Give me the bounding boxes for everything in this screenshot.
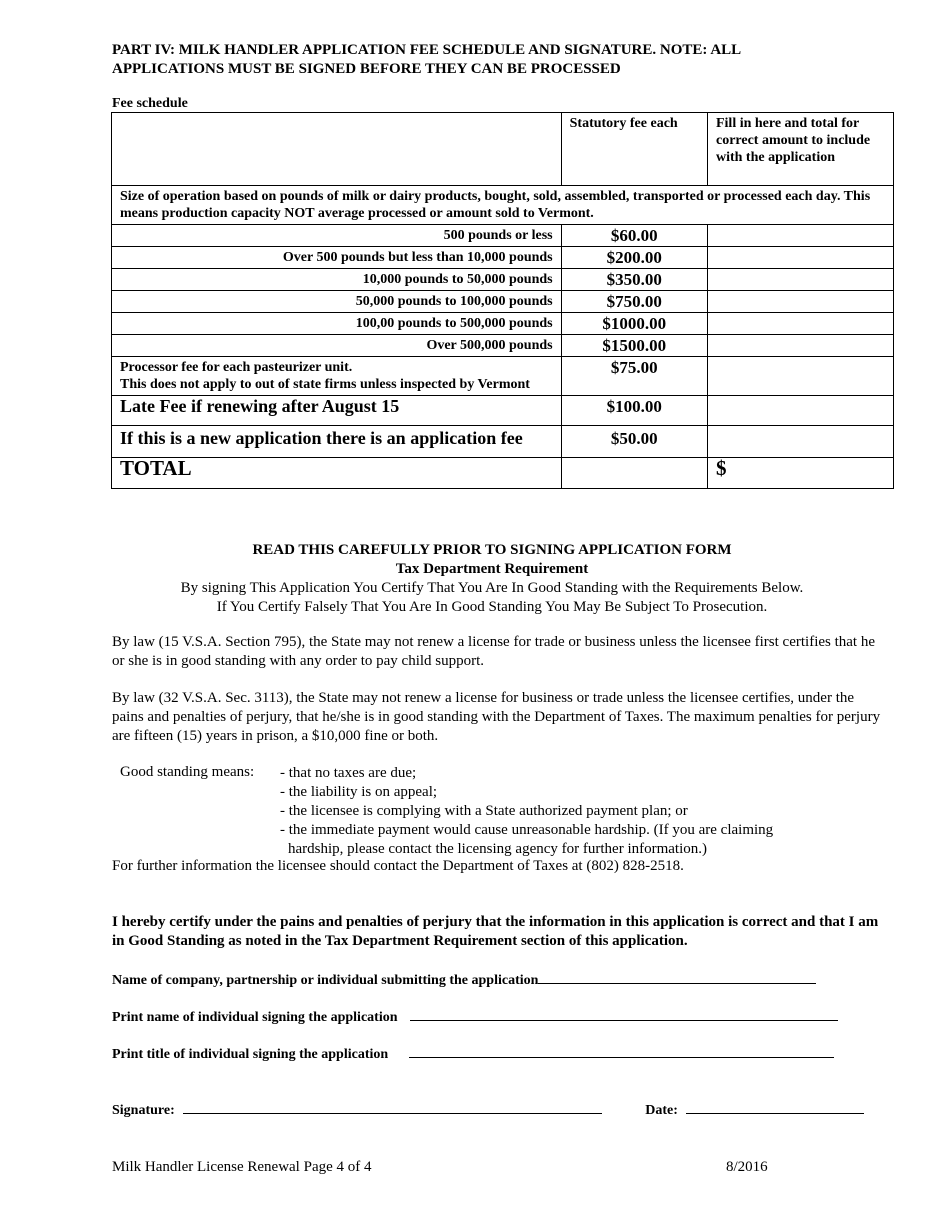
header-blank-cell: [112, 113, 562, 186]
tax-perjury-paragraph: By law (32 V.S.A. Sec. 3113), the State may not renew a license for business or trade unless the licensee certifies, under the pains and penalties of perjury, that he/she is in good standing with the Department of Taxes. The maximum penalties for perjury are fifteen (15) years in prison, a $10,000 fine or both.: [112, 690, 881, 744]
print-name-label: Print name of individual signing the application: [112, 1010, 398, 1025]
list-item: - that no taxes are due;: [280, 765, 417, 781]
processor-line-2: This does not apply to out of state firms unless inspected by Vermont: [120, 377, 530, 392]
fee-row-desc: 100,00 pounds to 500,000 pounds: [112, 313, 562, 335]
total-amount-field[interactable]: $: [707, 458, 893, 489]
company-name-row: [112, 969, 872, 989]
fee-fill-in-cell[interactable]: [707, 291, 893, 313]
list-item: hardship, please contact the licensing agency for further information.): [288, 841, 708, 857]
fee-schedule-table: [111, 112, 894, 489]
table-row: [112, 291, 894, 313]
fee-row-desc: 50,000 pounds to 100,000 pounds: [112, 291, 562, 313]
fee-fill-in-cell[interactable]: [707, 225, 893, 247]
footer-date: 8/2016: [726, 1159, 768, 1175]
new-app-fee-desc: If this is a new application there is an application fee: [112, 426, 562, 458]
fee-row-amount: $750.00: [561, 291, 707, 313]
fee-fill-in-cell[interactable]: [707, 426, 893, 458]
signature-row: [112, 1099, 882, 1119]
processor-fee-desc: [112, 357, 562, 396]
print-name-row: [112, 1006, 872, 1026]
table-row: [112, 313, 894, 335]
fee-row-desc: Over 500,000 pounds: [112, 335, 562, 357]
good-standing-label: Good standing means:: [120, 764, 255, 780]
list-item: - the liability is on appeal;: [280, 784, 438, 800]
tax-section-header: [112, 541, 872, 617]
fee-row-amount: $1000.00: [561, 313, 707, 335]
fee-fill-in-cell[interactable]: [707, 335, 893, 357]
table-row: [112, 269, 894, 291]
certify-line-1: By signing This Application You Certify That You Are In Good Standing with the Requirements Below.: [180, 580, 804, 596]
fee-row-desc: 10,000 pounds to 50,000 pounds: [112, 269, 562, 291]
processor-fee-amount: $75.00: [561, 357, 707, 396]
print-title-label: Print title of individual signing the application: [112, 1047, 389, 1062]
fee-fill-in-cell[interactable]: [707, 313, 893, 335]
company-name-field[interactable]: [538, 969, 816, 984]
tax-section-title: READ THIS CAREFULLY PRIOR TO SIGNING APPLICATION FORM: [252, 542, 732, 558]
print-title-row: [112, 1043, 872, 1063]
fill-in-header: Fill in here and total for correct amount to include with the application: [707, 113, 893, 186]
late-fee-desc: Late Fee if renewing after August 15: [112, 396, 562, 426]
list-item: - the licensee is complying with a State authorized payment plan; or: [280, 803, 688, 819]
table-row: [112, 357, 894, 396]
table-row: [112, 396, 894, 426]
total-blank-cell: [561, 458, 707, 489]
fee-row-amount: $60.00: [561, 225, 707, 247]
fee-schedule-label: Fee schedule: [112, 96, 188, 111]
total-label: TOTAL: [112, 458, 562, 489]
signature-field[interactable]: [183, 1099, 602, 1114]
certify-line-2: If You Certify Falsely That You Are In Good Standing You May Be Subject To Prosecution.: [216, 599, 768, 615]
fee-row-amount: $1500.00: [561, 335, 707, 357]
signature-label: Signature:: [112, 1103, 175, 1118]
table-row: [112, 426, 894, 458]
fee-fill-in-cell[interactable]: [707, 357, 893, 396]
print-name-field[interactable]: [410, 1006, 838, 1021]
fee-row-amount: $350.00: [561, 269, 707, 291]
table-row: [112, 247, 894, 269]
tax-section-subtitle: Tax Department Requirement: [395, 561, 589, 577]
size-note: Size of operation based on pounds of milk or dairy products, bought, sold, assembled, transported or processed each day. This means production capacity NOT average processed or amount sold to Vermont.: [112, 186, 894, 225]
heading-line-2: APPLICATIONS MUST BE SIGNED BEFORE THEY CAN BE PROCESSED: [112, 61, 621, 77]
child-support-paragraph: By law (15 V.S.A. Section 795), the State may not renew a license for trade or business unless the licensee first certifies that he or she is in good standing with any order to pay child support.: [112, 634, 876, 669]
page-heading: [112, 41, 832, 79]
late-fee-amount: $100.00: [561, 396, 707, 426]
date-label: Date:: [645, 1103, 678, 1118]
fee-row-desc: 500 pounds or less: [112, 225, 562, 247]
statutory-fee-header: Statutory fee each: [561, 113, 707, 186]
new-app-fee-amount: $50.00: [561, 426, 707, 458]
table-row: [112, 458, 894, 489]
table-row: [112, 225, 894, 247]
fee-fill-in-cell[interactable]: [707, 269, 893, 291]
table-row: [112, 335, 894, 357]
company-name-label: Name of company, partnership or individual submitting the application: [112, 973, 539, 988]
processor-line-1: Processor fee for each pasteurizer unit.: [120, 360, 353, 375]
footer-page-info: Milk Handler License Renewal Page 4 of 4: [112, 1159, 372, 1175]
fee-row-amount: $200.00: [561, 247, 707, 269]
heading-line-1: PART IV: MILK HANDLER APPLICATION FEE SCHEDULE AND SIGNATURE. NOTE: ALL: [112, 42, 742, 58]
date-field[interactable]: [686, 1099, 864, 1114]
fee-fill-in-cell[interactable]: [707, 396, 893, 426]
good-standing-list: [280, 764, 820, 859]
fee-row-desc: Over 500 pounds but less than 10,000 pounds: [112, 247, 562, 269]
print-title-field[interactable]: [409, 1043, 834, 1058]
list-item: - the immediate payment would cause unreasonable hardship. (If you are claiming: [280, 822, 774, 838]
fee-fill-in-cell[interactable]: [707, 247, 893, 269]
further-info: For further information the licensee should contact the Department of Taxes at (802) 828-2518.: [112, 858, 684, 874]
certification-statement: I hereby certify under the pains and penalties of perjury that the information in this application is correct and that I am in Good Standing as noted in the Tax Department Requirement section of this application.: [112, 914, 879, 949]
